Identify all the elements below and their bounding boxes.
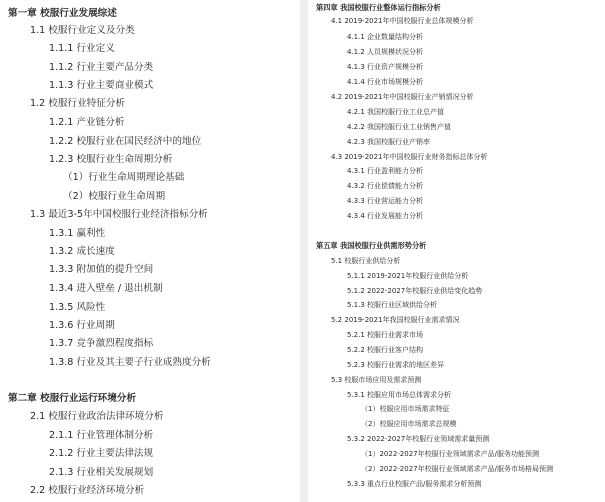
toc-item: （1）2022-2027年校服行业领域需求产品/服务功能预测 [361, 450, 539, 458]
toc-section: 5.1 校服行业供给分析 [331, 257, 401, 265]
chapter-heading: 第二章 校服行业运行环境分析 [8, 393, 137, 404]
toc-subsection: 5.2.1 校服行业需求市场 [347, 331, 424, 339]
toc-subsection: 2.1.3 行业相关发展规划 [49, 467, 154, 478]
toc-subsection: 2.1.1 行业管理体制分析 [49, 430, 154, 441]
toc-subsection: 1.3.8 行业及其主要子行业成熟度分析 [49, 357, 211, 368]
toc-subsection: 5.3.3 重点行业校服产品/服务需求分析预测 [347, 480, 482, 488]
chapter-heading: 第一章 校服行业发展综述 [8, 8, 117, 19]
toc-subsection: 5.2.2 校服行业客户结构 [347, 346, 424, 354]
toc-subsection: 1.1.2 行业主要产品分类 [49, 62, 154, 73]
toc-subsection: 1.1.1 行业定义 [49, 43, 115, 54]
toc-page-left [0, 0, 300, 502]
toc-item: （2）校服行业生命周期 [63, 191, 166, 202]
toc-subsection: 2.1.2 行业主要法律法规 [49, 448, 154, 459]
toc-subsection: 4.1.2 人员规模状况分析 [347, 48, 424, 56]
toc-section: 1.3 最近3-5年中国校服行业经济指标分析 [30, 209, 208, 220]
toc-subsection: 1.3.3 附加值的提升空间 [49, 264, 154, 275]
toc-subsection: 5.3.2 2022-2027年校服行业领域需求量预测 [347, 435, 490, 443]
toc-section: 1.1 校服行业定义及分类 [30, 25, 135, 36]
toc-item: （1）行业生命周期理论基础 [63, 172, 185, 183]
chapter-heading: 第五章 我国校服行业供需形势分析 [316, 241, 427, 250]
toc-subsection: 1.1.3 行业主要商业模式 [49, 80, 154, 91]
toc-subsection: 4.1.3 行业资产规模分析 [347, 63, 424, 71]
toc-subsection: 4.2.2 我国校服行业工业销售产值 [347, 123, 452, 131]
toc-item: （2）2022-2027年校服行业领域需求产品/服务市场格局预测 [361, 465, 553, 473]
toc-subsection: 1.2.3 校服行业生命周期分析 [49, 154, 173, 165]
toc-subsection: 1.2.2 校服行业在国民经济中的地位 [49, 136, 202, 147]
toc-subsection: 4.1.1 企业数量结构分析 [347, 33, 424, 41]
toc-section: 2.2 校服行业经济环境分析 [30, 485, 145, 496]
toc-section: 4.2 2019-2021年中国校服行业产销情况分析 [331, 93, 474, 101]
toc-section: 1.2 校服行业特征分析 [30, 98, 126, 109]
chapter-heading: 第四章 我国校服行业整体运行指标分析 [316, 3, 441, 12]
toc-subsection: 4.3.1 行业盈利能力分析 [347, 167, 424, 175]
toc-subsection: 4.3.4 行业发展能力分析 [347, 212, 424, 220]
toc-subsection: 4.3.2 行业偿债能力分析 [347, 182, 424, 190]
toc-subsection: 5.3.1 校服应用市场总体需求分析 [347, 391, 452, 399]
toc-subsection: 4.2.1 我国校服行业工业总产值 [347, 108, 445, 116]
toc-subsection: 4.2.3 我国校服行业产销率 [347, 138, 431, 146]
toc-subsection: 1.3.7 竞争激烈程度指标 [49, 338, 154, 349]
toc-subsection: 1.3.4 进入壁垒 / 退出机制 [49, 283, 163, 294]
toc-section: 5.3 校服市场应用及需求预测 [331, 376, 422, 384]
toc-item: （1）校服应用市场需求特征 [361, 405, 450, 413]
toc-subsection: 5.1.3 校服行业区域供给分析 [347, 301, 438, 309]
toc-subsection: 1.2.1 产业链分析 [49, 117, 125, 128]
toc-item: （2）校服应用市场需求总规模 [361, 420, 457, 428]
toc-section: 2.1 校服行业政治法律环境分析 [30, 411, 164, 422]
toc-subsection: 5.1.1 2019-2021年校服行业供给分析 [347, 272, 469, 280]
toc-subsection: 1.3.5 风险性 [49, 302, 106, 313]
toc-subsection: 1.3.2 成长速度 [49, 246, 115, 257]
toc-subsection: 1.3.1 赢利性 [49, 228, 106, 239]
toc-subsection: 5.1.2 2022-2027年校服行业供给变化趋势 [347, 287, 483, 295]
toc-subsection: 1.3.6 行业周期 [49, 320, 115, 331]
toc-section: 4.1 2019-2021年中国校服行业总体规模分析 [331, 17, 474, 25]
toc-subsection: 5.2.3 校服行业需求的地区差异 [347, 361, 445, 369]
toc-section: 4.3 2019-2021年中国校服行业财务指标总体分析 [331, 153, 488, 161]
toc-section: 5.2 2019-2021年我国校服行业需求情况 [331, 316, 460, 324]
toc-page-right [308, 0, 605, 502]
toc-subsection: 4.3.3 行业营运能力分析 [347, 197, 424, 205]
toc-subsection: 4.1.4 行业市场规模分析 [347, 78, 424, 86]
